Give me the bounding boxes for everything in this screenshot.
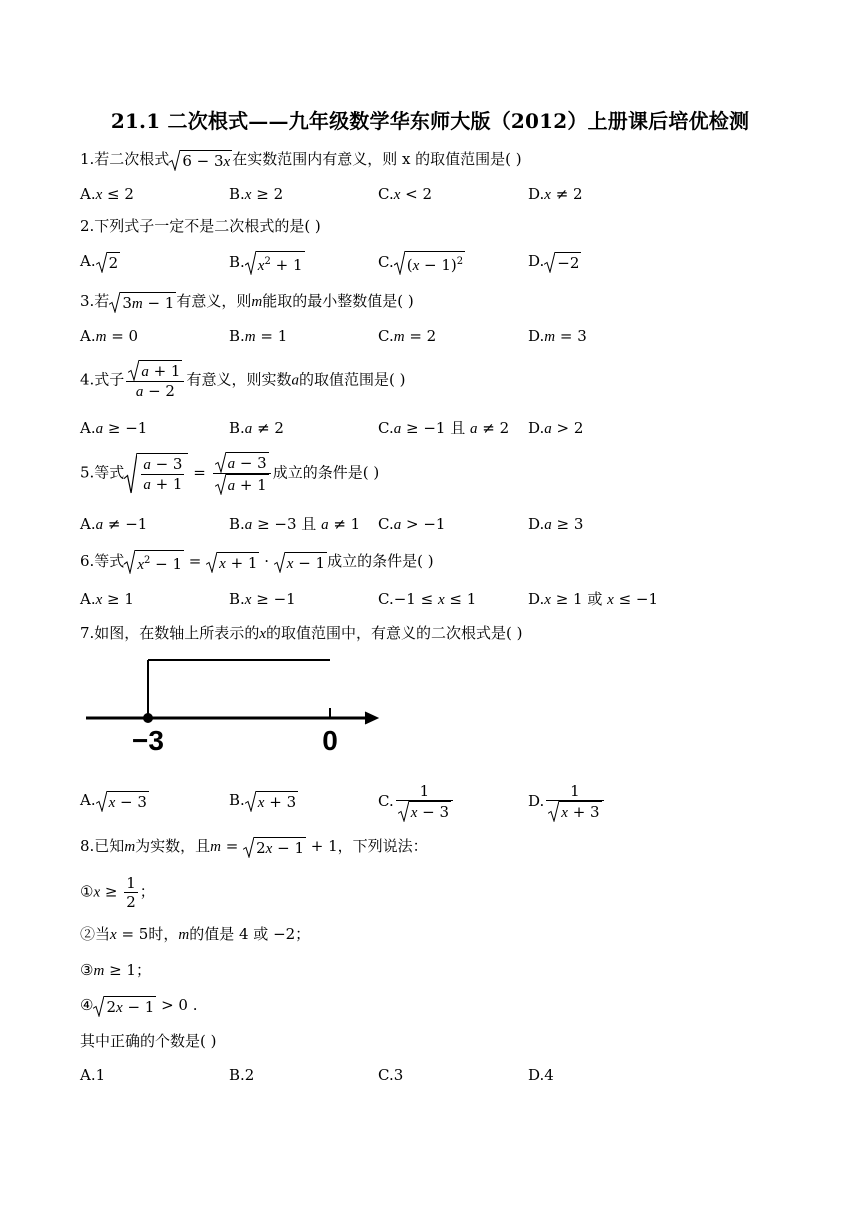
q5-option-b[interactable]: B.a ≥ −3 且 a ≠ 1 bbox=[229, 515, 361, 533]
question-7: 7.如图，在数轴上所表示的x的取值范围中，有意义的二次根式是( ) bbox=[80, 624, 523, 642]
statement-1: ①x ≥ $\frac{1}{2}$ ； bbox=[80, 874, 155, 911]
question-5: 5.等式 $\frac{a - 3}{a + 1}$ = $\frac{a - 3}{a + 1}$ 成立的条件是( ) bbox=[80, 454, 380, 494]
q6-option-c[interactable]: C.−1 ≤ x ≤ 1 bbox=[378, 590, 477, 608]
q2-option-b[interactable]: B. $x^2 + 1$ bbox=[229, 253, 303, 274]
q8-ask: 其中正确的个数是( ) bbox=[80, 1032, 217, 1050]
q8-option-b[interactable]: B.2 bbox=[229, 1066, 255, 1084]
q7-option-b[interactable]: B. x + 3 bbox=[229, 791, 297, 811]
q4-option-b[interactable]: B.a ≠ 2 bbox=[229, 419, 284, 437]
q6-option-a[interactable]: A.x ≥ 1 bbox=[80, 590, 134, 608]
q7-option-c[interactable]: C. $\frac{1}{x - 3}$ bbox=[378, 782, 455, 822]
q5-option-c[interactable]: C.a > −1 bbox=[378, 515, 446, 533]
q2-option-d[interactable]: D. −2 bbox=[528, 252, 580, 272]
q4-option-c[interactable]: C.a ≥ −1 且 a ≠ 2 bbox=[378, 419, 510, 437]
q1-option-b[interactable]: B.x ≥ 2 bbox=[229, 185, 284, 203]
q8-option-d[interactable]: D.4 bbox=[528, 1066, 554, 1084]
question-6: 6.等式 $x^2 - 1$ = x + 1 · x − 1 成立的条件是( ) bbox=[80, 552, 434, 573]
q4-option-d[interactable]: D.a > 2 bbox=[528, 419, 584, 437]
statement-3: ③m ≥ 1； bbox=[80, 961, 151, 979]
q5-option-d[interactable]: D.a ≥ 3 bbox=[528, 515, 584, 533]
q5-option-a[interactable]: A.a ≠ −1 bbox=[80, 515, 148, 533]
question-3: 3.若 3m − 1 有意义，则m能取的最小整数值是( ) bbox=[80, 292, 414, 312]
q1-options bbox=[80, 184, 780, 208]
q7-option-a[interactable]: A. x − 3 bbox=[80, 791, 147, 811]
q3-options bbox=[80, 326, 780, 350]
sqrt-6-3x: 6 − 3x bbox=[169, 150, 232, 171]
axis-label-0: 0 bbox=[322, 725, 338, 756]
statement-4: ④ 2x − 1 > 0 . bbox=[80, 996, 198, 1016]
question-2: 2.下列式子一定不是二次根式的是( ) bbox=[80, 217, 321, 235]
q3-option-d[interactable]: D.m = 3 bbox=[528, 327, 587, 345]
q6-options bbox=[80, 589, 780, 613]
q8-options bbox=[80, 1065, 780, 1089]
q6-option-d[interactable]: D.x ≥ 1 或 x ≤ −1 bbox=[528, 590, 659, 608]
q7-options bbox=[80, 782, 780, 822]
number-line-figure bbox=[80, 650, 390, 760]
axis-label-neg3: −3 bbox=[132, 725, 164, 756]
q4-option-a[interactable]: A.a ≥ −1 bbox=[80, 419, 148, 437]
q6-option-b[interactable]: B.x ≥ −1 bbox=[229, 590, 296, 608]
q8-option-a[interactable]: A.1 bbox=[80, 1066, 106, 1084]
q2-option-a[interactable]: A. 2 bbox=[80, 252, 119, 272]
q4-options bbox=[80, 418, 780, 442]
q1-option-a[interactable]: A.x ≤ 2 bbox=[80, 185, 134, 203]
q8-option-c[interactable]: C.3 bbox=[378, 1066, 404, 1084]
page-title: 21.1 二次根式——九年级数学华东师大版（2012）上册课后培优检测 bbox=[110, 109, 750, 133]
question-4: 4.式子 $\frac{a + 1}{a - 2}$ 有意义，则实数a的取值范围是( ) bbox=[80, 362, 406, 400]
q5-options bbox=[80, 514, 780, 538]
q2-options bbox=[80, 251, 780, 275]
q2-option-c[interactable]: C. $(x - 1)^2$ bbox=[378, 253, 464, 274]
statement-2: ②当x = 5时，m的值是 4 或 −2； bbox=[80, 925, 311, 943]
q3-option-a[interactable]: A.m = 0 bbox=[80, 327, 139, 345]
question-1: 1.若二次根式 6 − 3x 在实数范围内有意义，则 x 的取值范围是( ) bbox=[80, 150, 522, 170]
question-8: 8.已知m为实数，且m = 2x − 1 + 1，下列说法： bbox=[80, 837, 428, 857]
q7-option-d[interactable]: D. $\frac{1}{x + 3}$ bbox=[528, 782, 606, 822]
q3-option-c[interactable]: C.m = 2 bbox=[378, 327, 437, 345]
q3-option-b[interactable]: B.m = 1 bbox=[229, 327, 288, 345]
q1-option-c[interactable]: C.x < 2 bbox=[378, 185, 433, 203]
q1-option-d[interactable]: D.x ≠ 2 bbox=[528, 185, 583, 203]
